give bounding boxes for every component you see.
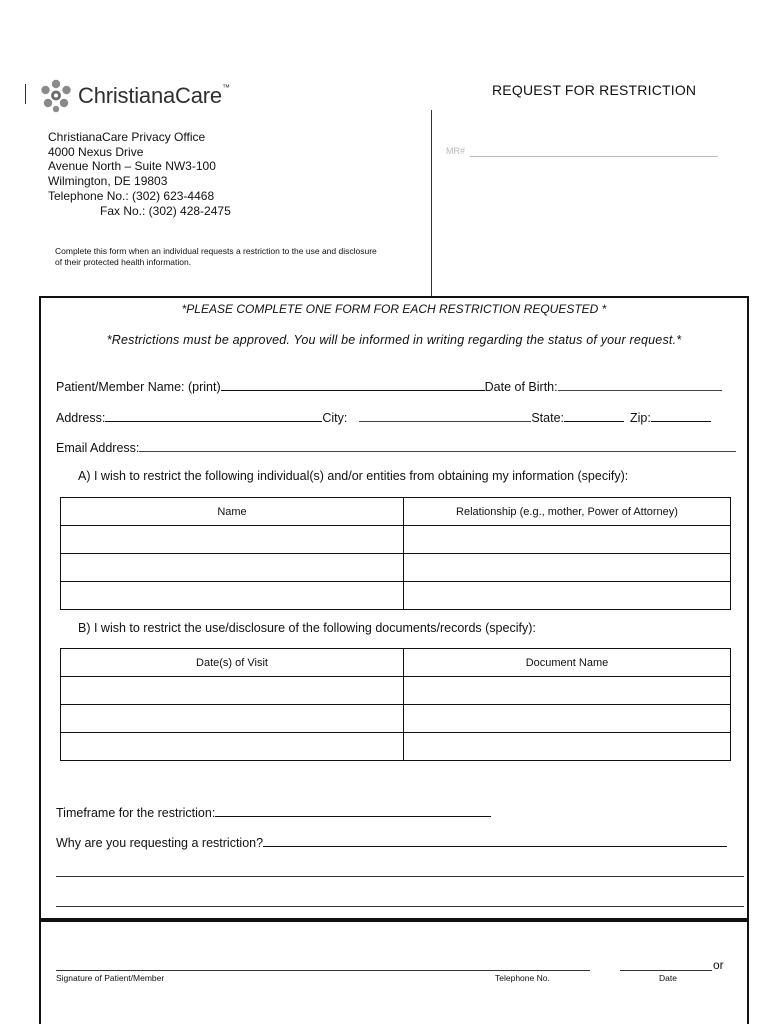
office-telephone: Telephone No.: (302) 623-4468 bbox=[48, 188, 215, 203]
mr-number-field[interactable] bbox=[470, 156, 718, 157]
table-row bbox=[61, 554, 731, 582]
name-cell[interactable] bbox=[61, 526, 404, 554]
address-row bbox=[56, 409, 711, 425]
patient-name-label: Patient/Member Name: (print) bbox=[56, 380, 221, 394]
office-city: Wilmington, DE 19803 bbox=[48, 174, 168, 189]
email-label: Email Address: bbox=[56, 441, 140, 455]
office-street: 4000 Nexus Drive bbox=[48, 144, 144, 159]
one-form-notice: *PLEASE COMPLETE ONE FORM FOR EACH RESTRICTION REQUESTED * bbox=[181, 302, 607, 316]
reason-line-3[interactable] bbox=[56, 906, 744, 907]
table-row bbox=[61, 526, 731, 554]
dob-label: Date of Birth: bbox=[484, 380, 558, 394]
margin-tick bbox=[25, 84, 26, 104]
dob-field[interactable] bbox=[558, 378, 722, 391]
name-cell[interactable] bbox=[61, 554, 404, 582]
relationship-cell[interactable] bbox=[404, 582, 731, 610]
section-b-label: B) I wish to restrict the use/disclosure of the following documents/records (specify): bbox=[78, 621, 536, 635]
document-title: REQUEST FOR RESTRICTION bbox=[492, 82, 697, 98]
document-name-column-header: Document Name bbox=[404, 649, 731, 677]
patient-row bbox=[56, 378, 722, 394]
timeframe-label: Timeframe for the restriction: bbox=[56, 806, 216, 820]
mr-label: MR# bbox=[446, 146, 466, 156]
office-suite: Avenue North – Suite NW3-100 bbox=[48, 159, 216, 174]
email-field[interactable] bbox=[139, 439, 736, 452]
address-label: Address: bbox=[56, 411, 106, 425]
zip-label: Zip: bbox=[630, 411, 651, 425]
table-row bbox=[61, 677, 731, 705]
timeframe-row bbox=[56, 804, 491, 820]
relationship-cell[interactable] bbox=[404, 554, 731, 582]
table-header-row bbox=[61, 649, 731, 677]
office-fax: Fax No.: (302) 428-2475 bbox=[100, 203, 231, 218]
visit-dates-column-header: Date(s) of Visit bbox=[61, 649, 404, 677]
or-text: or bbox=[713, 958, 724, 972]
timeframe-field[interactable] bbox=[215, 804, 491, 817]
privacy-office-address bbox=[48, 130, 231, 218]
city-field[interactable] bbox=[359, 409, 531, 422]
table-row bbox=[61, 582, 731, 610]
relationship-cell[interactable] bbox=[404, 526, 731, 554]
star-flower-icon bbox=[38, 78, 74, 114]
patient-name-field[interactable] bbox=[221, 378, 485, 391]
reason-row bbox=[56, 834, 727, 850]
office-name: ChristianaCare Privacy Office bbox=[48, 130, 206, 144]
table-row bbox=[61, 733, 731, 761]
visit-date-cell[interactable] bbox=[61, 733, 404, 761]
signature-caption: Signature of Patient/Member bbox=[56, 973, 165, 983]
christianacare-logo bbox=[38, 78, 230, 114]
zip-field[interactable] bbox=[651, 409, 711, 422]
visit-date-cell[interactable] bbox=[61, 705, 404, 733]
name-column-header: Name bbox=[61, 498, 404, 526]
state-field[interactable] bbox=[564, 409, 624, 422]
reason-field[interactable] bbox=[263, 834, 727, 847]
relationship-column-header: Relationship (e.g., mother, Power of Attorney) bbox=[404, 498, 731, 526]
document-name-cell[interactable] bbox=[404, 705, 731, 733]
date-caption: Date bbox=[659, 973, 677, 983]
instructions-note: Complete this form when an individual requests a restriction to the use and disclosure of their protected health information. bbox=[55, 246, 377, 267]
section-a-label: A) I wish to restrict the following individual(s) and/or entities from obtaining my information (specify): bbox=[78, 469, 629, 483]
signature-box bbox=[39, 920, 749, 1024]
date-field[interactable] bbox=[620, 970, 712, 971]
logo-wordmark: ChristianaCare™ bbox=[78, 83, 230, 108]
signature-field[interactable] bbox=[56, 970, 590, 971]
table-row bbox=[61, 705, 731, 733]
telephone-caption: Telephone No. bbox=[495, 973, 550, 983]
table-header-row bbox=[61, 498, 731, 526]
name-cell[interactable] bbox=[61, 582, 404, 610]
state-label: State: bbox=[531, 411, 565, 425]
visit-date-cell[interactable] bbox=[61, 677, 404, 705]
email-row bbox=[56, 439, 736, 455]
reason-line-2[interactable] bbox=[56, 876, 744, 877]
restricted-individuals-table bbox=[60, 497, 731, 610]
reason-label: Why are you requesting a restriction? bbox=[56, 836, 264, 850]
approval-notice: *Restrictions must be approved. You will be informed in writing regarding the status of your request.* bbox=[106, 333, 682, 347]
address-field[interactable] bbox=[105, 409, 322, 422]
header-divider bbox=[431, 110, 432, 298]
document-name-cell[interactable] bbox=[404, 677, 731, 705]
city-label: City: bbox=[322, 411, 348, 425]
restricted-documents-table bbox=[60, 648, 731, 761]
document-name-cell[interactable] bbox=[404, 733, 731, 761]
